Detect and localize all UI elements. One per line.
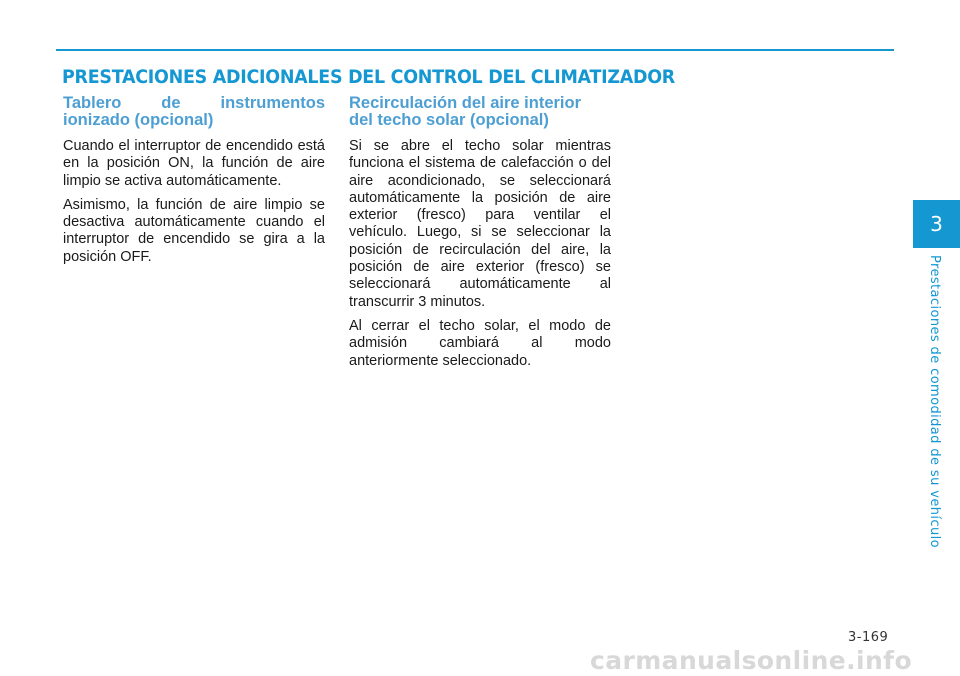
right-section-heading (349, 95, 611, 129)
chapter-number: 3 (930, 212, 943, 236)
right-paragraph-1: Si se abre el techo solar mientras funciona el sistema de calefacción o del aire acondicionado, se seleccionará automáticamente la posición de aire exterior (fresco) para ventilar el vehículo. Luego, si se seleccionar la posición de recirculación del aire, la posición de aire exterior (fresco) se seleccionará automáticamente al transcurrir 3 minutos. (349, 138, 611, 310)
top-rule (56, 49, 894, 51)
chapter-title: Prestaciones de comodidad de su vehículo (927, 255, 942, 548)
left-heading-line1: Tablero de instrumentos (63, 94, 325, 112)
left-heading-line2: ionizado (opcional) (63, 111, 214, 129)
left-paragraph-1: Cuando el interruptor de encendido está en la posición ON, la función de aire limpio se activa automáticamente. (63, 138, 325, 189)
left-column (63, 95, 325, 273)
chapter-tab[interactable] (913, 200, 960, 248)
left-paragraph-2: Asimismo, la función de aire limpio se desactiva automáticamente cuando el interruptor de encendido se gira a la posición OFF. (63, 196, 325, 265)
right-paragraph-2: Al cerrar el techo solar, el modo de admisión cambiará al modo anteriormente seleccionado. (349, 317, 611, 369)
left-section-heading (63, 95, 325, 129)
right-column (349, 95, 611, 377)
watermark: carmanualsonline.info (590, 646, 913, 675)
page-number: 3-169 (848, 630, 889, 645)
right-heading-line2: del techo solar (opcional) (349, 111, 549, 129)
page-title: PRESTACIONES ADICIONALES DEL CONTROL DEL CLIMATIZADOR (62, 66, 675, 88)
right-heading-line1: Recirculación del aire interior (349, 94, 581, 112)
